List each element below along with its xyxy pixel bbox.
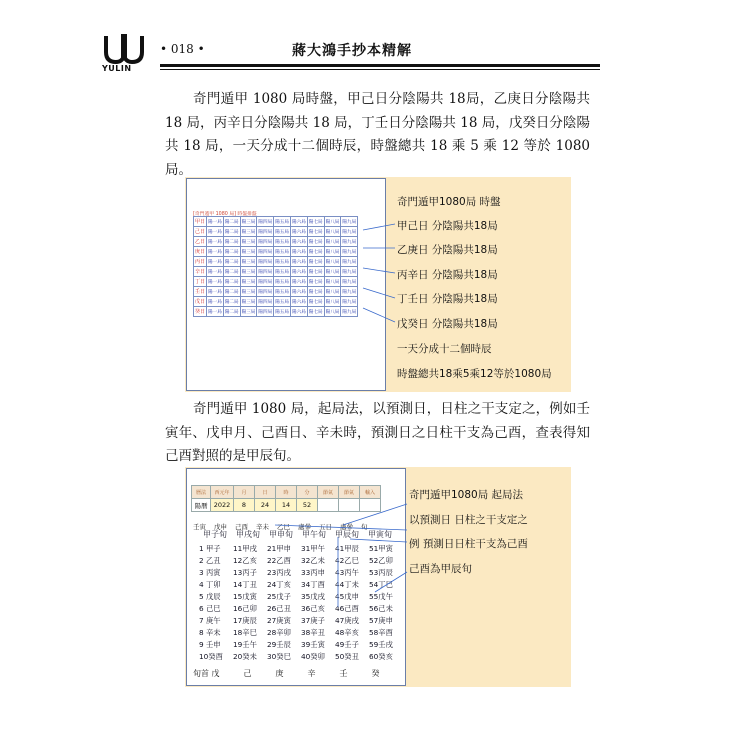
grid-cell: 陽九局 <box>341 217 358 227</box>
grid-cell: 陽三局 <box>240 217 257 227</box>
grid-cell: 陽九局 <box>341 307 358 317</box>
grid-stem-cell: 丁日 <box>194 277 207 287</box>
grid-cell: 陽五局 <box>274 267 291 277</box>
input-value-cell[interactable]: 陽曆 <box>192 499 211 512</box>
grid-cell: 陽一局 <box>207 277 224 287</box>
logo-text: YULIN <box>102 64 132 73</box>
pillar-cell: 壬寅 <box>193 523 206 531</box>
grid-cell: 陽七局 <box>307 267 324 277</box>
fig1-note: 奇門遁甲1080局 時盤 <box>397 196 501 208</box>
xun-cell: 5 戊辰 <box>199 592 221 601</box>
grid-cell: 陽九局 <box>341 277 358 287</box>
grid-cell: 陽四局 <box>257 237 274 247</box>
xun-cell: 44丁未 <box>335 580 359 589</box>
xun-cell: 46己酉 <box>335 604 359 613</box>
grid-cell: 陽八局 <box>324 307 341 317</box>
xun-cell: 31甲午 <box>301 544 325 553</box>
xun-header-cell: 甲子旬 <box>203 530 227 539</box>
xun-cell: 16己卯 <box>233 604 257 613</box>
grid-cell: 陽一局 <box>207 237 224 247</box>
xun-cell: 59壬戌 <box>369 640 393 649</box>
grid-cell: 陽九局 <box>341 267 358 277</box>
grid-cell: 陽四局 <box>257 227 274 237</box>
xun-cell: 34丁酉 <box>301 580 325 589</box>
header-rule-thin <box>160 69 600 70</box>
grid-cell: 陽一局 <box>207 247 224 257</box>
xun-cell: 58辛酉 <box>369 628 393 637</box>
xun-cell: 8 辛未 <box>199 628 221 637</box>
xun-cell: 57庚申 <box>369 616 393 625</box>
xun-cell: 3 丙寅 <box>199 568 221 577</box>
grid-cell: 陽六局 <box>291 267 308 277</box>
pillar-cell: 辛未 <box>256 523 269 531</box>
grid-cell: 陽六局 <box>291 287 308 297</box>
grid-cell: 陽二局 <box>223 287 240 297</box>
grid-cell: 陽六局 <box>291 227 308 237</box>
grid-cell: 陽四局 <box>257 217 274 227</box>
grid-cell: 陽三局 <box>240 297 257 307</box>
xun-header-cell: 甲午旬 <box>302 530 326 539</box>
input-header-cell: 曆法 <box>192 486 211 499</box>
input-header-cell: 時 <box>276 486 297 499</box>
input-value-cell[interactable]: 52 <box>297 499 318 512</box>
grid-cell: 陽四局 <box>257 257 274 267</box>
figure-2 <box>185 467 571 687</box>
input-header-cell: 西元年 <box>211 486 234 499</box>
grid-cell: 陽七局 <box>307 237 324 247</box>
xun-cell: 11甲戌 <box>233 544 257 553</box>
grid-cell: 陽二局 <box>223 257 240 267</box>
figure-1 <box>185 177 571 392</box>
pillar-cell: 處曑 <box>298 523 311 531</box>
grid-cell: 陽六局 <box>291 257 308 267</box>
pillar-cell: 旬 <box>361 523 368 531</box>
input-value-cell[interactable]: 24 <box>255 499 276 512</box>
grid-cell: 陽二局 <box>223 277 240 287</box>
xun-cell: 6 己巳 <box>199 604 221 613</box>
grid-cell: 陽三局 <box>240 257 257 267</box>
pillar-cell: 乙巳 <box>277 523 290 531</box>
grid-cell: 陽三局 <box>240 277 257 287</box>
input-value-cell[interactable]: 2022 <box>211 499 234 512</box>
grid-cell: 陽一局 <box>207 217 224 227</box>
grid-cell: 陽六局 <box>291 277 308 287</box>
grid-cell: 陽二局 <box>223 307 240 317</box>
fig1-note: 戊癸日 分陰陽共18局 <box>397 318 498 330</box>
grid-cell: 陽四局 <box>257 287 274 297</box>
grid-stem-cell: 庚日 <box>194 247 207 257</box>
fig1-note: 乙庚日 分陰陽共18局 <box>397 244 498 256</box>
grid-cell: 陽八局 <box>324 267 341 277</box>
xun-cell: 18辛巳 <box>233 628 257 637</box>
xun-cell: 24丁亥 <box>267 580 291 589</box>
xun-cell: 26己丑 <box>267 604 291 613</box>
xun-cell: 27庚寅 <box>267 616 291 625</box>
xun-cell: 48辛亥 <box>335 628 359 637</box>
grid-cell: 陽九局 <box>341 287 358 297</box>
xun-cell: 1 甲子 <box>199 544 221 553</box>
grid-cell: 陽五局 <box>274 237 291 247</box>
input-header-cell: 日 <box>255 486 276 499</box>
xun-header-cell: 甲戌旬 <box>236 530 260 539</box>
xun-cell: 30癸巳 <box>267 652 291 661</box>
grid-cell: 陽一局 <box>207 227 224 237</box>
xun-cell: 32乙未 <box>301 556 325 565</box>
page-header <box>100 32 600 72</box>
figure-1-connector-lines <box>185 177 571 392</box>
xun-cell: 17庚辰 <box>233 616 257 625</box>
grid-cell: 陽九局 <box>341 227 358 237</box>
xun-cell: 53丙辰 <box>369 568 393 577</box>
grid-cell: 陽六局 <box>291 217 308 227</box>
grid-cell: 陽五局 <box>274 257 291 267</box>
grid-cell: 陽一局 <box>207 267 224 277</box>
grid-cell: 陽八局 <box>324 237 341 247</box>
xun-cell: 39壬寅 <box>301 640 325 649</box>
xun-cell: 35戊戌 <box>301 592 325 601</box>
xun-cell: 22乙酉 <box>267 556 291 565</box>
xun-cell: 56己未 <box>369 604 393 613</box>
grid-cell: 陽二局 <box>223 297 240 307</box>
xun-cell: 45戊申 <box>335 592 359 601</box>
grid-cell: 陽五局 <box>274 307 291 317</box>
grid-cell: 陽八局 <box>324 287 341 297</box>
grid-cell: 陽三局 <box>240 247 257 257</box>
page-number: • 018 • <box>160 42 205 56</box>
grid-cell: 陽五局 <box>274 287 291 297</box>
pillar-cell: 戊申 <box>214 523 227 531</box>
grid-title: [奇門遁甲 1080 局] 時盤排盤 <box>193 212 257 217</box>
grid-stem-cell: 辛日 <box>194 267 207 277</box>
grid-cell: 陽七局 <box>307 307 324 317</box>
xun-cell: 40癸卯 <box>301 652 325 661</box>
book-title: 蔣大鴻手抄本精解 <box>292 43 412 59</box>
header-rule-thick <box>160 64 600 67</box>
xun-header-cell: 甲申旬 <box>269 530 293 539</box>
grid-stem-cell: 己日 <box>194 227 207 237</box>
xun-cell: 9 壬申 <box>199 640 221 649</box>
grid-cell: 陽六局 <box>291 237 308 247</box>
grid-stem-cell: 癸日 <box>194 307 207 317</box>
grid-cell: 陽九局 <box>341 297 358 307</box>
grid-cell: 陽四局 <box>257 307 274 317</box>
grid-cell: 陽七局 <box>307 287 324 297</box>
grid-cell: 陽一局 <box>207 287 224 297</box>
pillar-cell: 己酉 <box>235 523 248 531</box>
grid-stem-cell: 乙日 <box>194 237 207 247</box>
xun-cell: 41甲辰 <box>335 544 359 553</box>
input-header-cell: 節氣 <box>318 486 339 499</box>
xun-cell: 23丙戌 <box>267 568 291 577</box>
grid-cell: 陽四局 <box>257 297 274 307</box>
xun-cell: 38辛丑 <box>301 628 325 637</box>
input-value-cell[interactable]: 14 <box>276 499 297 512</box>
xun-cell: 33丙申 <box>301 568 325 577</box>
grid-cell: 陽六局 <box>291 247 308 257</box>
xun-header-cell: 甲辰旬 <box>335 530 359 539</box>
xun-cell: 42乙巳 <box>335 556 359 565</box>
grid-cell: 陽三局 <box>240 307 257 317</box>
grid-cell: 陽七局 <box>307 227 324 237</box>
grid-cell: 陽一局 <box>207 307 224 317</box>
grid-cell: 陽八局 <box>324 227 341 237</box>
grid-cell: 陽五局 <box>274 277 291 287</box>
xun-cell: 13丙子 <box>233 568 257 577</box>
fig1-note: 丁壬日 分陰陽共18局 <box>397 293 498 305</box>
grid-stem-cell: 甲日 <box>194 217 207 227</box>
xun-cell: 19壬午 <box>233 640 257 649</box>
grid-cell: 陽三局 <box>240 267 257 277</box>
grid-cell: 陽七局 <box>307 217 324 227</box>
xun-cell: 54丁巳 <box>369 580 393 589</box>
input-value-cell[interactable]: 8 <box>234 499 255 512</box>
grid-cell: 陽二局 <box>223 267 240 277</box>
xun-cell: 29壬辰 <box>267 640 291 649</box>
grid-stem-cell: 壬日 <box>194 287 207 297</box>
input-header-cell: 節氣 <box>339 486 360 499</box>
grid-cell: 陽一局 <box>207 297 224 307</box>
grid-cell: 陽一局 <box>207 257 224 267</box>
xun-cell: 15戊寅 <box>233 592 257 601</box>
grid-cell: 陽七局 <box>307 257 324 267</box>
xun-cell: 28辛卯 <box>267 628 291 637</box>
xun-cell: 10癸酉 <box>199 652 223 661</box>
fig2-note: 己酉為甲辰旬 <box>409 563 472 575</box>
xun-cell: 49壬子 <box>335 640 359 649</box>
grid-cell: 陽二局 <box>223 237 240 247</box>
grid-cell: 陽九局 <box>341 237 358 247</box>
grid-cell: 陽三局 <box>240 227 257 237</box>
xun-cell: 2 乙丑 <box>199 556 221 565</box>
xun-cell: 4 丁卯 <box>199 580 221 589</box>
xun-footer: 旬首 戊 己 庚 辛 壬 癸 <box>193 669 380 678</box>
grid-cell: 陽五局 <box>274 227 291 237</box>
fig2-note: 以預測日 日柱之干支定之 <box>409 514 528 526</box>
grid-cell: 陽三局 <box>240 287 257 297</box>
grid-cell: 陽五局 <box>274 217 291 227</box>
xun-cell: 14丁丑 <box>233 580 257 589</box>
xun-cell: 21甲申 <box>267 544 291 553</box>
fig2-note: 奇門遁甲1080局 起局法 <box>409 489 524 501</box>
xun-cell: 37庚子 <box>301 616 325 625</box>
xun-cell: 43丙午 <box>335 568 359 577</box>
grid-cell: 陽八局 <box>324 217 341 227</box>
grid-cell: 陽六局 <box>291 297 308 307</box>
grid-cell: 陽五局 <box>274 297 291 307</box>
paragraph-2: 奇門遁甲 1080 局，起局法，以預測日，日柱之干支定之，例如壬寅年、戊申月、己酉日、辛未時，預測日之日柱干支為己酉，查表得知己酉對照的是甲辰旬。 <box>165 401 590 464</box>
grid-cell: 陽四局 <box>257 277 274 287</box>
grid-cell: 陽五局 <box>274 247 291 257</box>
grid-cell: 陽四局 <box>257 247 274 257</box>
grid-cell: 陽六局 <box>291 307 308 317</box>
grid-cell: 陽七局 <box>307 277 324 287</box>
xun-cell: 12乙亥 <box>233 556 257 565</box>
grid-cell: 陽八局 <box>324 257 341 267</box>
grid-cell: 陽二局 <box>223 217 240 227</box>
fig1-note: 丙辛日 分陰陽共18局 <box>397 269 498 281</box>
xun-cell: 25戊子 <box>267 592 291 601</box>
xun-cell: 50癸丑 <box>335 652 359 661</box>
fig1-note: 甲己日 分陰陽共18局 <box>397 220 498 232</box>
grid-cell: 陽三局 <box>240 237 257 247</box>
grid-stem-cell: 丙日 <box>194 257 207 267</box>
grid-cell: 陽七局 <box>307 297 324 307</box>
xun-cell: 51甲寅 <box>369 544 393 553</box>
grid-cell: 陽八局 <box>324 247 341 257</box>
xun-cell: 55戊午 <box>369 592 393 601</box>
xun-header-cell: 甲寅旬 <box>368 530 392 539</box>
input-header-cell: 輸入 <box>360 486 381 499</box>
fig1-note: 一天分成十二個時辰 <box>397 343 492 355</box>
grid-cell: 陽九局 <box>341 257 358 267</box>
grid-cell: 陽八局 <box>324 277 341 287</box>
xun-cell: 36己亥 <box>301 604 325 613</box>
grid-cell: 陽二局 <box>223 247 240 257</box>
grid-stem-cell: 戊日 <box>194 297 207 307</box>
input-header-cell: 月 <box>234 486 255 499</box>
grid-cell: 陽四局 <box>257 267 274 277</box>
grid-cell: 陽二局 <box>223 227 240 237</box>
xun-cell: 47庚戌 <box>335 616 359 625</box>
input-header-cell: 分 <box>297 486 318 499</box>
pillar-cell: 五日 <box>319 523 332 531</box>
fig2-note: 例 預測日日柱干支為己酉 <box>409 538 528 550</box>
xun-cell: 7 庚午 <box>199 616 221 625</box>
xun-cell: 60癸亥 <box>369 652 393 661</box>
grid-cell: 陽八局 <box>324 297 341 307</box>
xun-cell: 52乙卯 <box>369 556 393 565</box>
grid-cell: 陽七局 <box>307 247 324 257</box>
pillar-cell: 處曑 <box>340 523 353 531</box>
fig1-note: 時盤總共18乘5乘12等於1080局 <box>397 368 552 380</box>
grid-cell: 陽九局 <box>341 247 358 257</box>
paragraph-1: 奇門遁甲 1080 局時盤，甲己日分陰陽共 18局，乙庚日分陰陽共 18 局，丙辛日分陰陽共 18 局，丁壬日分陰陽共 18 局，戊癸日分陰陽共 18 局，一天分成十二個時辰，時盤總共 18 乘 5 乘 12 等於 1080 局。 <box>165 91 590 178</box>
xun-cell: 20癸未 <box>233 652 257 661</box>
